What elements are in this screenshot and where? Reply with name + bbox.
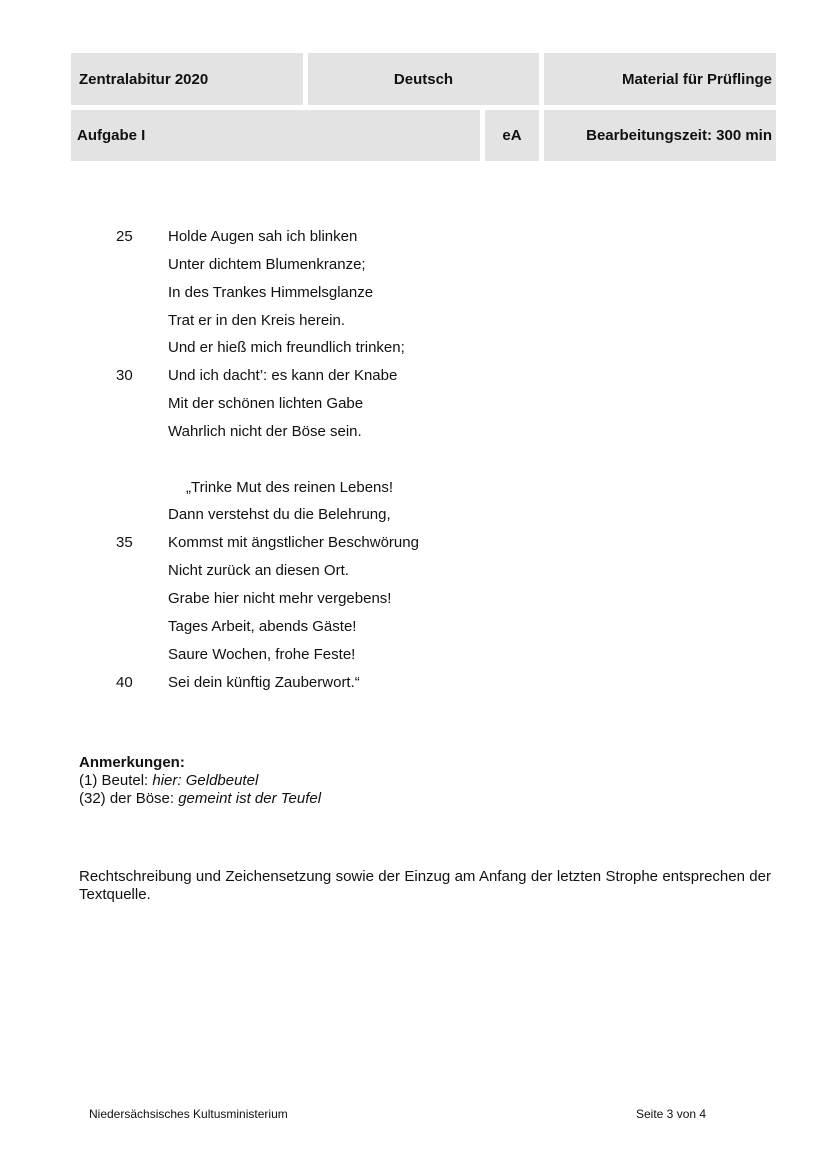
line-text: Und er hieß mich freundlich trinken; (168, 339, 405, 357)
source-remark: Rechtschreibung und Zeichensetzung sowie der Einzug am Anfang der letzten Strophe entsprechen der Textquelle. (79, 868, 771, 903)
line-text: Nicht zurück an diesen Ort. (168, 562, 349, 580)
line-text: Unter dichtem Blumenkranze; (168, 255, 366, 273)
line-text: „Trinke Mut des reinen Lebens! (186, 478, 394, 496)
annotations (79, 754, 321, 808)
line-text: Tages Arbeit, abends Gäste! (168, 617, 357, 635)
line-text: Wahrlich nicht der Böse sein. (168, 422, 362, 440)
line-number: 40 (116, 673, 133, 691)
poem-line (0, 279, 828, 307)
line-text: Saure Wochen, frohe Feste! (168, 645, 356, 663)
header-exam: Zentralabitur 2020 (71, 53, 303, 105)
line-text: Dann verstehst du die Belehrung, (168, 506, 391, 524)
line-text: Trat er in den Kreis herein. (168, 311, 346, 329)
footer-page-number: Seite 3 von 4 (636, 1107, 707, 1121)
header-level: eA (485, 110, 539, 161)
poem-line (0, 585, 828, 613)
line-text: Holde Augen sah ich blinken (168, 228, 358, 245)
line-number: 30 (116, 367, 133, 385)
poem-line (0, 390, 828, 418)
line-text: Mit der schönen lichten Gabe (168, 395, 364, 413)
poem-line (0, 334, 828, 362)
line-text: In des Trankes Himmelsglanze (168, 283, 374, 301)
header-time: Bearbeitungszeit: 300 min (544, 110, 776, 161)
annotation-term: (32) der Böse: (79, 790, 179, 807)
line-text: Und ich dacht’: es kann der Knabe (168, 367, 398, 385)
poem-line (0, 641, 828, 669)
poem-line (0, 418, 828, 446)
footer-publisher: Niedersächsisches Kultusministerium (89, 1107, 288, 1121)
stanza-break (0, 446, 828, 474)
poem-line (0, 557, 828, 585)
line-text: Sei dein künftig Zauberwort.“ (168, 673, 360, 691)
poem-line (0, 307, 828, 335)
line-number: 35 (116, 534, 133, 552)
annotations-title: Anmerkungen: (79, 754, 185, 771)
annotation-gloss: gemeint ist der Teufel (178, 790, 322, 807)
poem-line (0, 362, 828, 390)
poem-line (0, 501, 828, 529)
poem-line (0, 669, 828, 697)
poem-line (0, 529, 828, 557)
header-task: Aufgabe I (71, 110, 480, 161)
poem (0, 223, 828, 696)
annotation-gloss: hier: Geldbeutel (152, 772, 259, 789)
annotation-item (79, 772, 321, 790)
poem-line (0, 474, 828, 502)
header-subject: Deutsch (308, 53, 539, 105)
line-text: Kommst mit ängstlicher Beschwörung (168, 534, 419, 552)
poem-line (0, 613, 828, 641)
annotation-term: (1) Beutel: (79, 772, 153, 789)
annotation-item (79, 790, 321, 808)
line-number: 25 (116, 228, 133, 245)
poem-line (0, 251, 828, 279)
header-material: Material für Prüflinge (544, 53, 776, 105)
line-text: Grabe hier nicht mehr vergebens! (168, 589, 392, 607)
poem-line (0, 223, 828, 251)
